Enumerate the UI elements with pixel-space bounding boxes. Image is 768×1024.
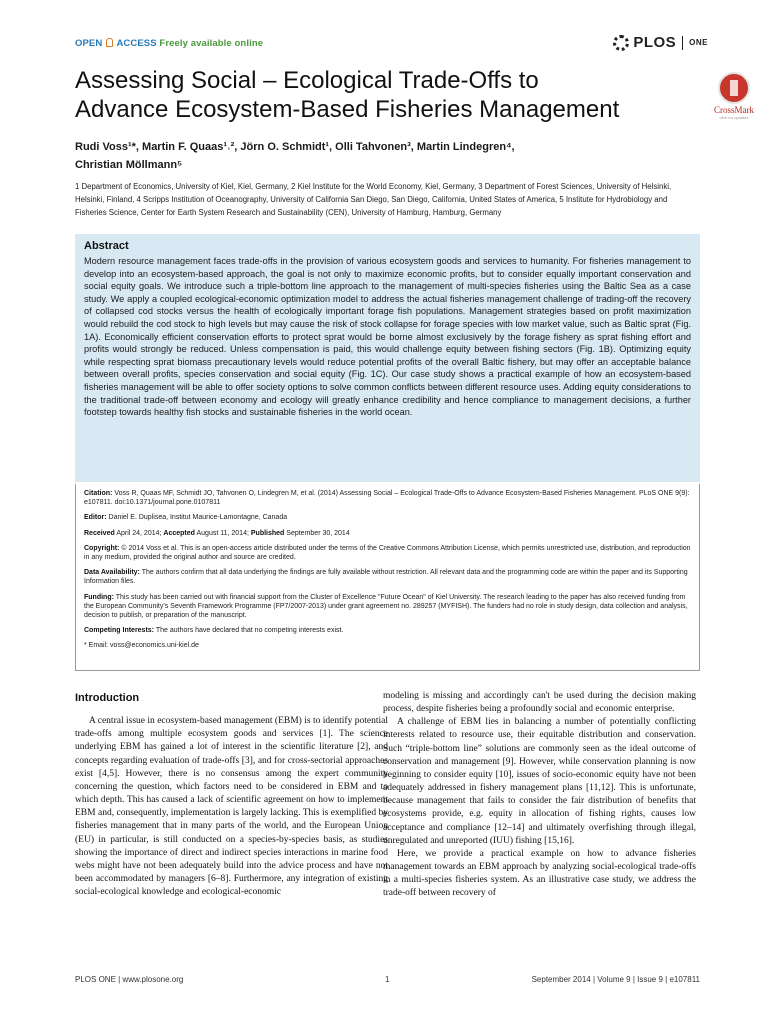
article-title: Assessing Social – Ecological Trade-Offs to Advance Ecosystem-Based Fisheries Management	[75, 67, 620, 123]
data-availability	[84, 568, 691, 586]
page-footer	[75, 975, 700, 989]
plos-gear-icon	[613, 35, 629, 51]
plos-wordmark: PLOS	[633, 34, 677, 51]
funding-text: This study has been carried out with financial support from the Cluster of Excellence "Future Ocean" of Kiel University. The research leading to the paper has also received funding from the European Community's Seventh Framework Programme (FP7/2007-2013) under grant agreement no. 289257 (MYFISH). The funders had no role in study design, data collection and analysis, decision to publish, or preparation of the manuscript.	[84, 593, 688, 620]
published-date: September 30, 2014	[286, 529, 350, 537]
crossmark-badge[interactable]	[707, 72, 761, 120]
page-number: 1	[385, 975, 390, 984]
citation-label: Citation:	[84, 490, 113, 497]
article-metadata	[75, 484, 700, 671]
citation	[84, 489, 691, 507]
received-label: Received	[84, 529, 115, 537]
body-column-left	[75, 690, 388, 899]
accepted-label: Accepted	[163, 529, 195, 537]
abstract-box	[75, 234, 700, 482]
abstract-text: Modern resource management faces trade-offs in the provision of various ecosystem goods and services to humanity. For fisheries management to develop into an ecosystem-based approach, the goal is not only to maximize economic profits, but to consider equally important conservation and social equity goals. We introduce such a triple-bottom line approach to the management of multi-species fisheries using the Baltic Sea as a case study. We apply a coupled ecological-economic optimization model to address the actual fisheries management challenge of trading-off the recovery of collapsed cod stocks versus the health of ecologically important forage fish populations. Management strategies based on profit maximization would rebuild the cod stock to high levels but may cause the risk of stock collapse for forage species with low market value, such as Baltic sprat (Fig. 1A). Economically efficient conservation efforts to protect sprat would be borne almost exclusively by the forage fishery as sprat fishing effort and profits would strongly be reduced. Unless compensation is paid, this would challenge equity between fishing sectors (Fig. 1B). Optimizing equity while respecting sprat biomass precautionary levels would reduce potential profits of the overall Baltic fishery, but may offer an acceptable balance between overall profits, species conservation and social equity (Fig. 1C). Our case study shows a practical example of how an ecosystem-based fisheries management will be able to offer society options to solve common conflicts between different resource uses. Adding equity considerations to the traditional trade-off between economy and ecology will greatly enhance credibility and hence compliance to management decisions, a further footstep towards healthy fish stocks and sustainable fisheries in the world ocean.	[84, 256, 691, 418]
open-access-label: OPEN	[75, 38, 103, 49]
copyright-label: Copyright:	[84, 544, 120, 552]
open-lock-icon	[106, 38, 113, 47]
published-label: Published	[250, 529, 285, 537]
one-wordmark: ONE	[689, 38, 708, 47]
copyright-text: © 2014 Voss et al. This is an open-access article distributed under the terms of the Creative Commons Attribution License, which permits unrestricted use, distribution, and reproduction in any medium, provided the original author and source are credited.	[84, 544, 691, 562]
crossmark-sublabel: click for updates	[719, 115, 749, 120]
competing-interests	[84, 626, 691, 635]
competing-interests-label: Competing Interests:	[84, 627, 155, 635]
intro-paragraph-1: A central issue in ecosystem-based management (EBM) is to identify potential trade-offs among multiple ecosystem goods and services [1]. The science underlying EBM has gained a lot of interest in the scientific literature [2], and concepts regarding evaluation of trade-offs [3], and for cross-sectorial approaches exist [4,5]. However, there is no consensus among the expert community concerning the question, which factors need to be considered in EBM and to which depth. This has caused a lack of scientific agreement on how to implement EBM and, consequently, implementation is largely lacking. This is exemplified by fisheries management that in many parts of the world, and the European Union (EU) in particular, is still conducted on a species-by-species basis, as studies showing the importance of direct and indirect species interactions in marine food webs might have not been adequately build into the advice process and have not been accommodated by managers [6–8]. Furthermore, any integration of existing social-ecological knowledge and ecological-economic	[75, 716, 388, 898]
dates	[84, 529, 691, 538]
funding-label: Funding:	[84, 593, 114, 601]
competing-interests-text: The authors have declared that no competing interests exist.	[155, 627, 344, 635]
editor	[84, 513, 691, 522]
intro-paragraph-1-cont: modeling is missing and accordingly can't be used during the decision making process, despite fisheries being a profoundly social and economic enterprise.	[383, 691, 696, 715]
intro-paragraph-2: A challenge of EBM lies in balancing a number of potentially conflicting interests related to resource use, their equitable distribution and conservation. Such “triple-bottom line” solutions are commonly seen as the ideal outcome of conservation and management [9]. However, while conservation planning is now beginning to consider equity [10], issues of socio-economic equity have not been adequately addressed in fishery management plans [11,12]. This is unfortunate, because management that fails to consider the fair distribution of benefits that ecosystems provide, e.g. equity in allocation of fishing rights, causes low acceptance and compliance [12–14] and ultimately overfishing through illegal, unregulated and unreported (IUU) fishing [15,16].	[383, 717, 696, 846]
journal-header	[75, 34, 708, 56]
introduction-heading: Introduction	[75, 692, 140, 704]
access-label: ACCESS	[116, 38, 157, 49]
received-date: April 24, 2014;	[116, 529, 162, 537]
abstract-heading: Abstract	[84, 240, 129, 252]
editor-label: Editor:	[84, 514, 107, 522]
open-access-banner[interactable]	[75, 38, 263, 49]
plos-one-logo[interactable]	[613, 34, 708, 51]
body-column-right	[383, 690, 696, 901]
copyright	[84, 544, 691, 562]
freely-available-label: Freely available online	[159, 38, 264, 49]
logo-divider	[682, 36, 683, 50]
footer-journal[interactable]: PLOS ONE | www.plosone.org	[75, 975, 184, 984]
footer-issue: September 2014 | Volume 9 | Issue 9 | e107811	[531, 975, 700, 984]
crossmark-label: CrossMark	[714, 105, 754, 115]
authors-line-1: Rudi Voss¹*, Martin F. Quaas¹˒², Jörn O. Schmidt¹, Olli Tahvonen³, Martin Lindegren⁴,	[75, 141, 515, 153]
crossmark-icon	[718, 72, 750, 104]
citation-text[interactable]: Voss R, Quaas MF, Schmidt JO, Tahvonen O, Lindegren M, et al. (2014) Assessing Social – Ecological Trade-Offs to Advance Ecosystem-Based Fisheries Management. PLoS ONE 9(9): e107811. doi:10.1371/journal.pone.0107811	[84, 490, 690, 507]
editor-text: Daniel E. Duplisea, Institut Maurice-Lamontagne, Canada	[108, 514, 288, 522]
data-availability-label: Data Availability:	[84, 569, 140, 577]
affiliations: 1 Department of Economics, University of Kiel, Kiel, Germany, 2 Kiel Institute for the World Economy, Kiel, Germany, 3 Department of Forest Sciences, University of Helsinki, Helsinki, Finland, 4 Scripps Institution of Oceanography, University of California San Diego, San Diego, California, United States of America, 5 Institute for Hydrobiology and Fisheries Science, Center for Earth System Research and Sustainability (CEN), University of Hamburg, Hamburg, Germany	[75, 182, 672, 217]
corresponding-email[interactable]: * Email: voss@economics.uni-kiel.de	[84, 642, 199, 650]
funding	[84, 593, 691, 621]
authors-line-2: Christian Möllmann⁵	[75, 159, 183, 171]
author-list	[75, 138, 695, 174]
accepted-date: August 11, 2014;	[196, 529, 249, 537]
intro-paragraph-3: Here, we provide a practical example on how to advance fisheries management towards an EBM approach by analyzing social-ecological trade-offs in a multi-species fisheries system. As an illustrative case study, we address the trade-off between recovery of	[383, 848, 696, 899]
data-availability-text: The authors confirm that all data underlying the findings are fully available without restriction. All relevant data and the programming code are within the paper and its Supporting Information files.	[84, 569, 688, 586]
